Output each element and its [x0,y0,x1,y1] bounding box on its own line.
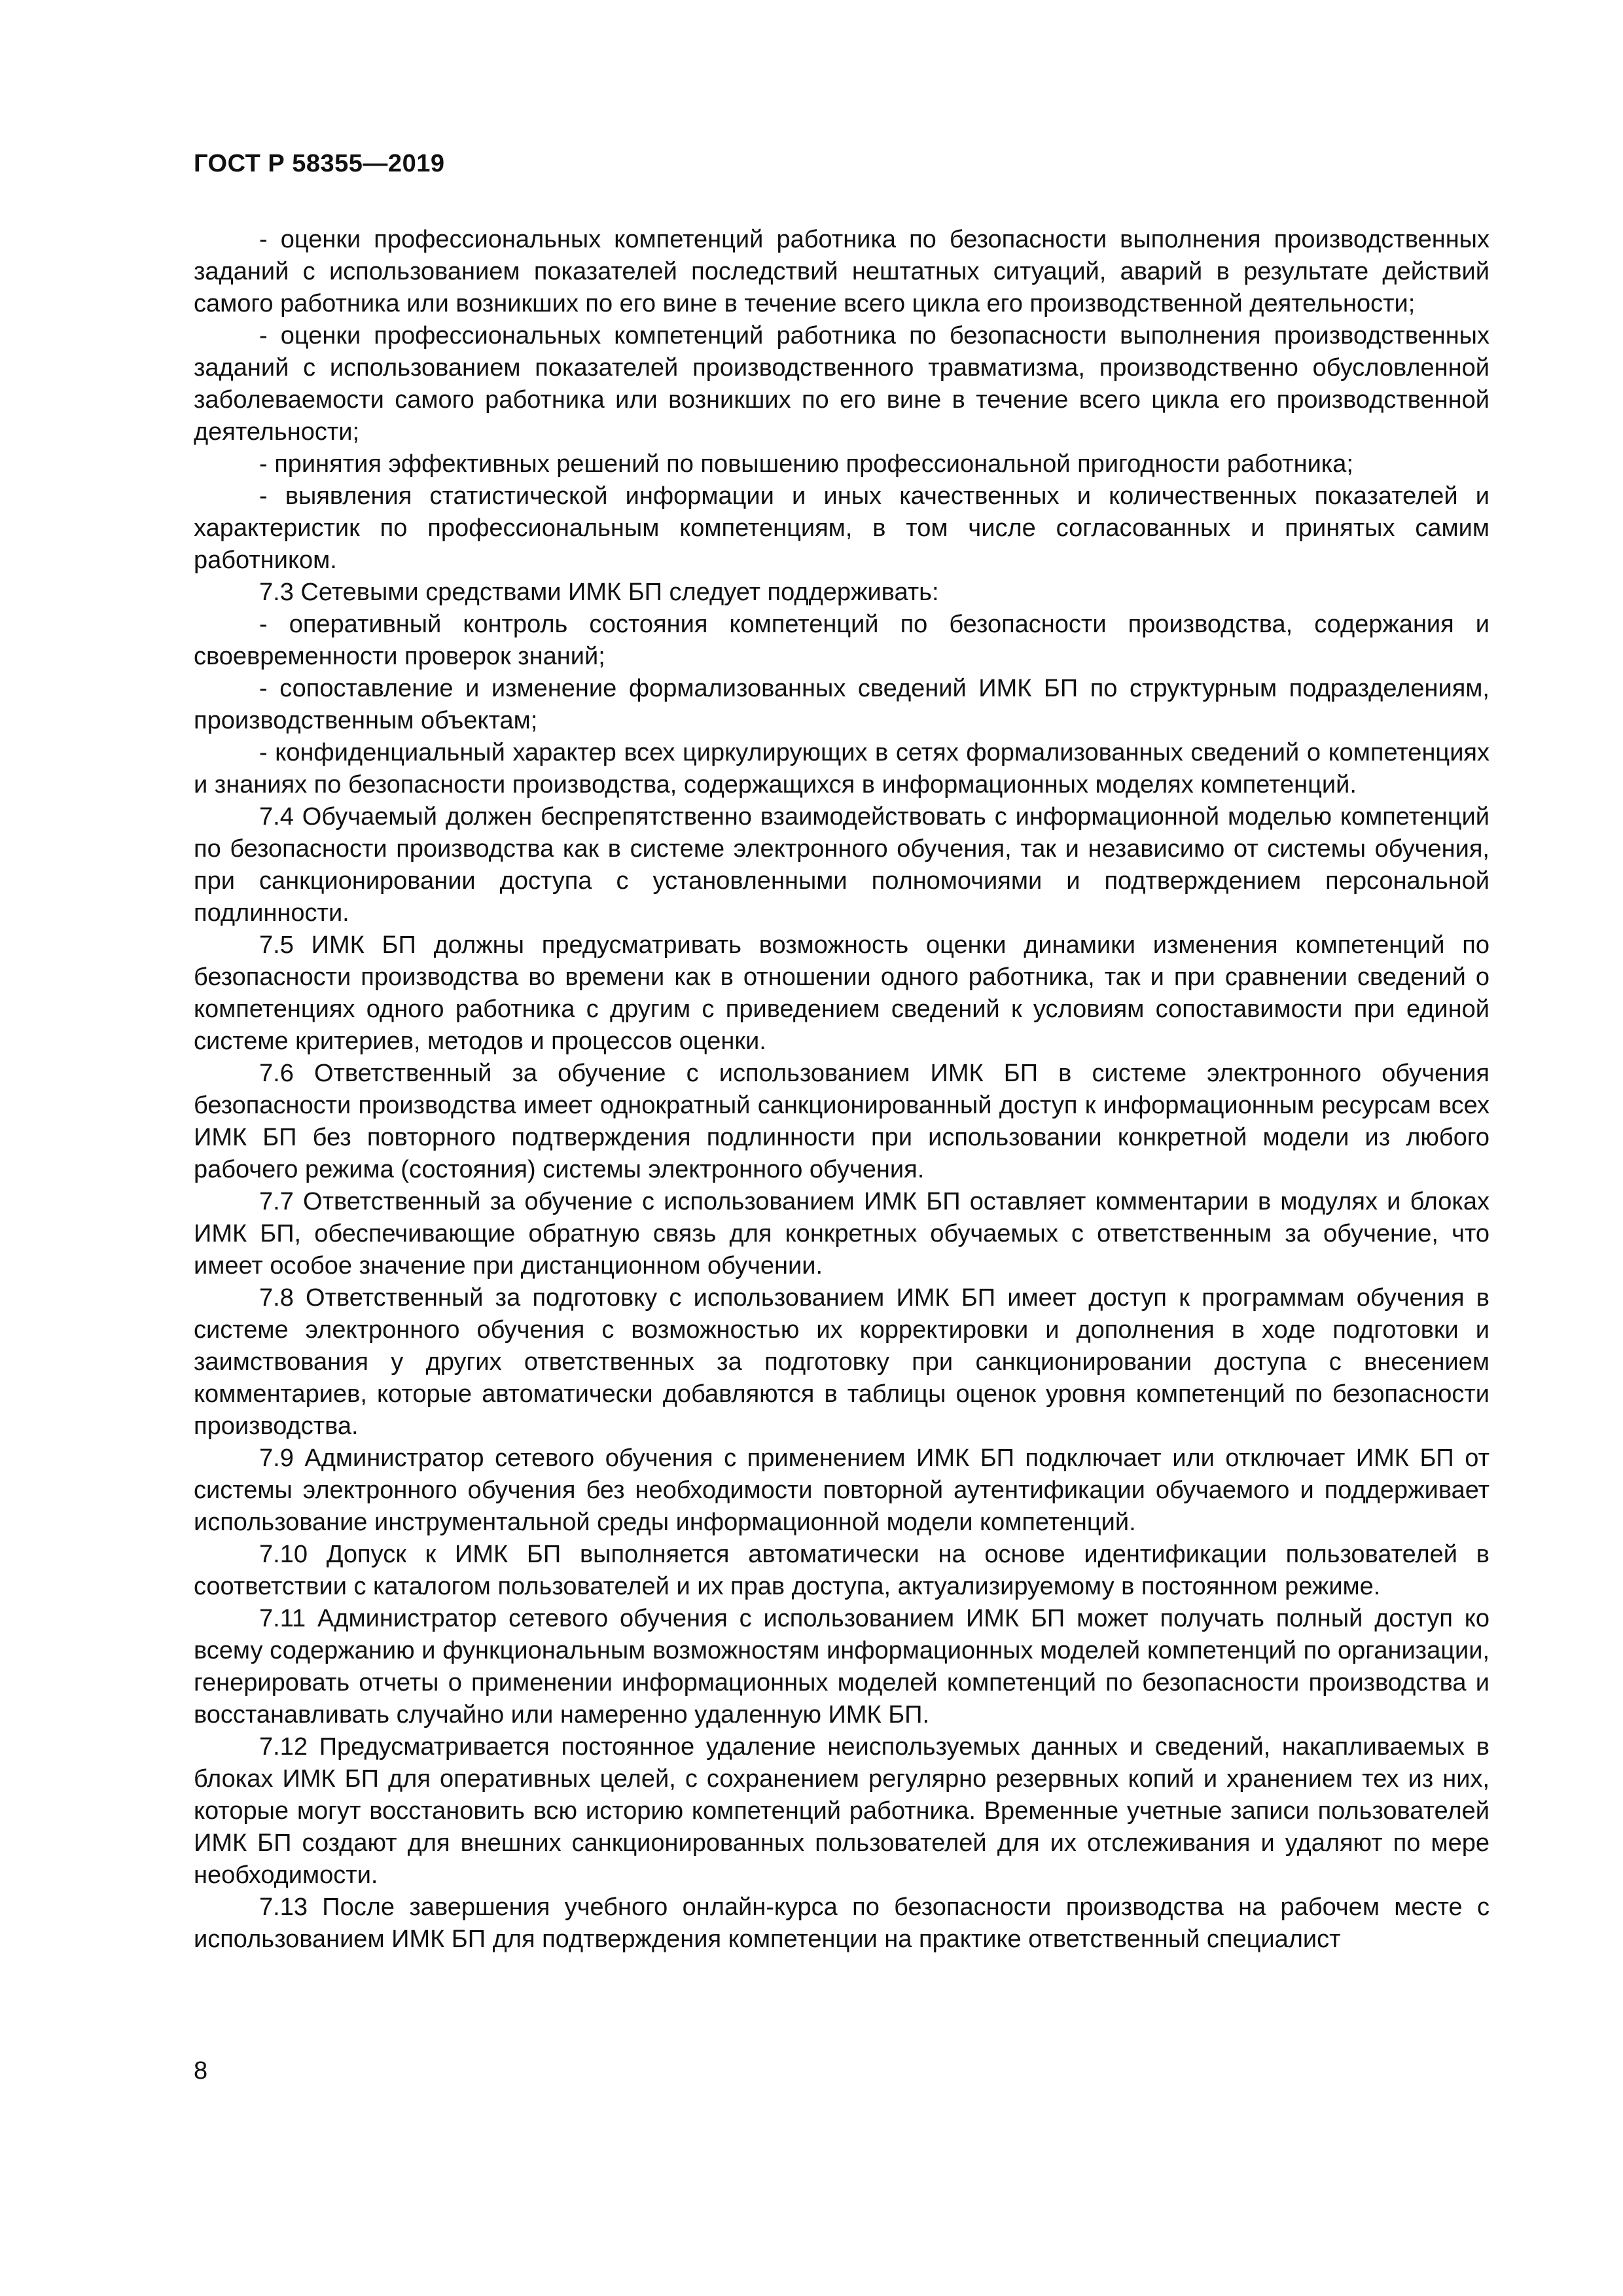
paragraph: - конфиденциальный характер всех циркулирующих в сетях формализованных сведений о компетенциях и знаниях по безопасности производства, содержащихся в информационных моделях компетенций. [194,739,1489,798]
paragraph: 7.10 Допуск к ИМК БП выполняется автоматически на основе идентификации пользователей в соответствии с каталогом пользователей и их прав доступа, актуализируемому в постоянном режиме. [194,1541,1489,1600]
paragraph: 7.5 ИМК БП должны предусматривать возможность оценки динамики изменения компетенций по безопасности производства во времени как в отношении одного работника, так и при сравнении сведений о компетенциях одного работника с другим с приведением сведений к условиям сопоставимости при единой системе критериев, методов и процессов оценки. [194,931,1489,1055]
paragraph: 7.13 После завершения учебного онлайн-курса по безопасности производства на рабочем месте с использованием ИМК БП для подтверждения компетенции на практике ответственный специалист [194,1893,1489,1953]
paragraph: 7.11 Администратор сетевого обучения с использованием ИМК БП может получать полный доступ ко всему содержанию и функциональным возможностям информационных моделей компетенций по организации, генерировать отчеты о применении информационных моделей компетенций по безопасности производства и восстанавливать случайно или намеренно удаленную ИМК БП. [194,1605,1489,1729]
paragraph: 7.7 Ответственный за обучение с использованием ИМК БП оставляет комментарии в модулях и блоках ИМК БП, обеспечивающие обратную связь для конкретных обучаемых с ответственным за обучение, что имеет особое значение при дистанционном обучении. [194,1188,1489,1280]
paragraph: - сопоставление и изменение формализованных сведений ИМК БП по структурным подразделениям, производственным объектам; [194,675,1489,734]
paragraph: 7.4 Обучаемый должен беспрепятственно взаимодействовать с информационной моделью компетенций по безопасности производства как в системе электронного обучения, так и независимо от системы обучения, при санкционировании доступа с установленными полномочиями и подтверждением персональной подлинности. [194,803,1489,927]
paragraph: - оценки профессиональных компетенций работника по безопасности выполнения производственных заданий с использованием показателей последствий нештатных ситуаций, аварий в результате действий самого работника или возникших по его вине в течение всего цикла его производственной деятельности; [194,226,1489,317]
paragraph: 7.9 Администратор сетевого обучения с применением ИМК БП подключает или отключает ИМК БП от системы электронного обучения без необходимости повторной аутентификации обучаемого и поддерживает использование инструментальной среды информационной модели компетенций. [194,1444,1489,1536]
paragraph: - принятия эффективных решений по повышению профессиональной пригодности работника; [259,450,1353,478]
document-code-header: ГОСТ Р 58355—2019 [194,150,445,177]
paragraph: 7.6 Ответственный за обучение с использованием ИМК БП в системе электронного обучения безопасности производства имеет однократный санкционированный доступ к информационным ресурсам всех ИМК БП без повторного подтверждения подлинности при использовании конкретной модели из любого рабочего режима (состояния) системы электронного обучения. [194,1060,1489,1183]
page-number: 8 [194,2057,208,2085]
paragraph: 7.12 Предусматривается постоянное удаление неиспользуемых данных и сведений, накапливаемых в блоках ИМК БП для оперативных целей, с сохранением регулярно резервных копий и хранением тех из них, которые могут восстановить всю историю компетенций работника. Временные учетные записи пользователей ИМК БП создают для внешних санкционированных пользователей для их отслеживания и удаляют по мере необходимости. [194,1733,1489,1889]
paragraph: - выявления статистической информации и иных качественных и количественных показателей и характеристик по профессиональным компетенциям, в том числе согласованных и принятых самим работником. [194,482,1489,574]
paragraph: - оценки профессиональных компетенций работника по безопасности выполнения производственных заданий с использованием показателей производственного травматизма, производственно обусловленной заболеваемости самого работника или возникших по его вине в течение всего цикла его производственной деятельности; [194,322,1489,446]
paragraph: - оперативный контроль состояния компетенций по безопасности производства, содержания и своевременности проверок знаний; [194,611,1489,670]
paragraph: 7.8 Ответственный за подготовку с использованием ИМК БП имеет доступ к программам обучения в системе электронного обучения с возможностью их корректировки и дополнения в ходе подготовки и заимствования у других ответственных за подготовку при санкционировании доступа с внесением комментариев, которые автоматически добавляются в таблицы оценок уровня компетенций по безопасности производства. [194,1284,1489,1440]
document-body [194,224,1489,1956]
paragraph: 7.3 Сетевыми средствами ИМК БП следует поддерживать: [259,579,939,606]
